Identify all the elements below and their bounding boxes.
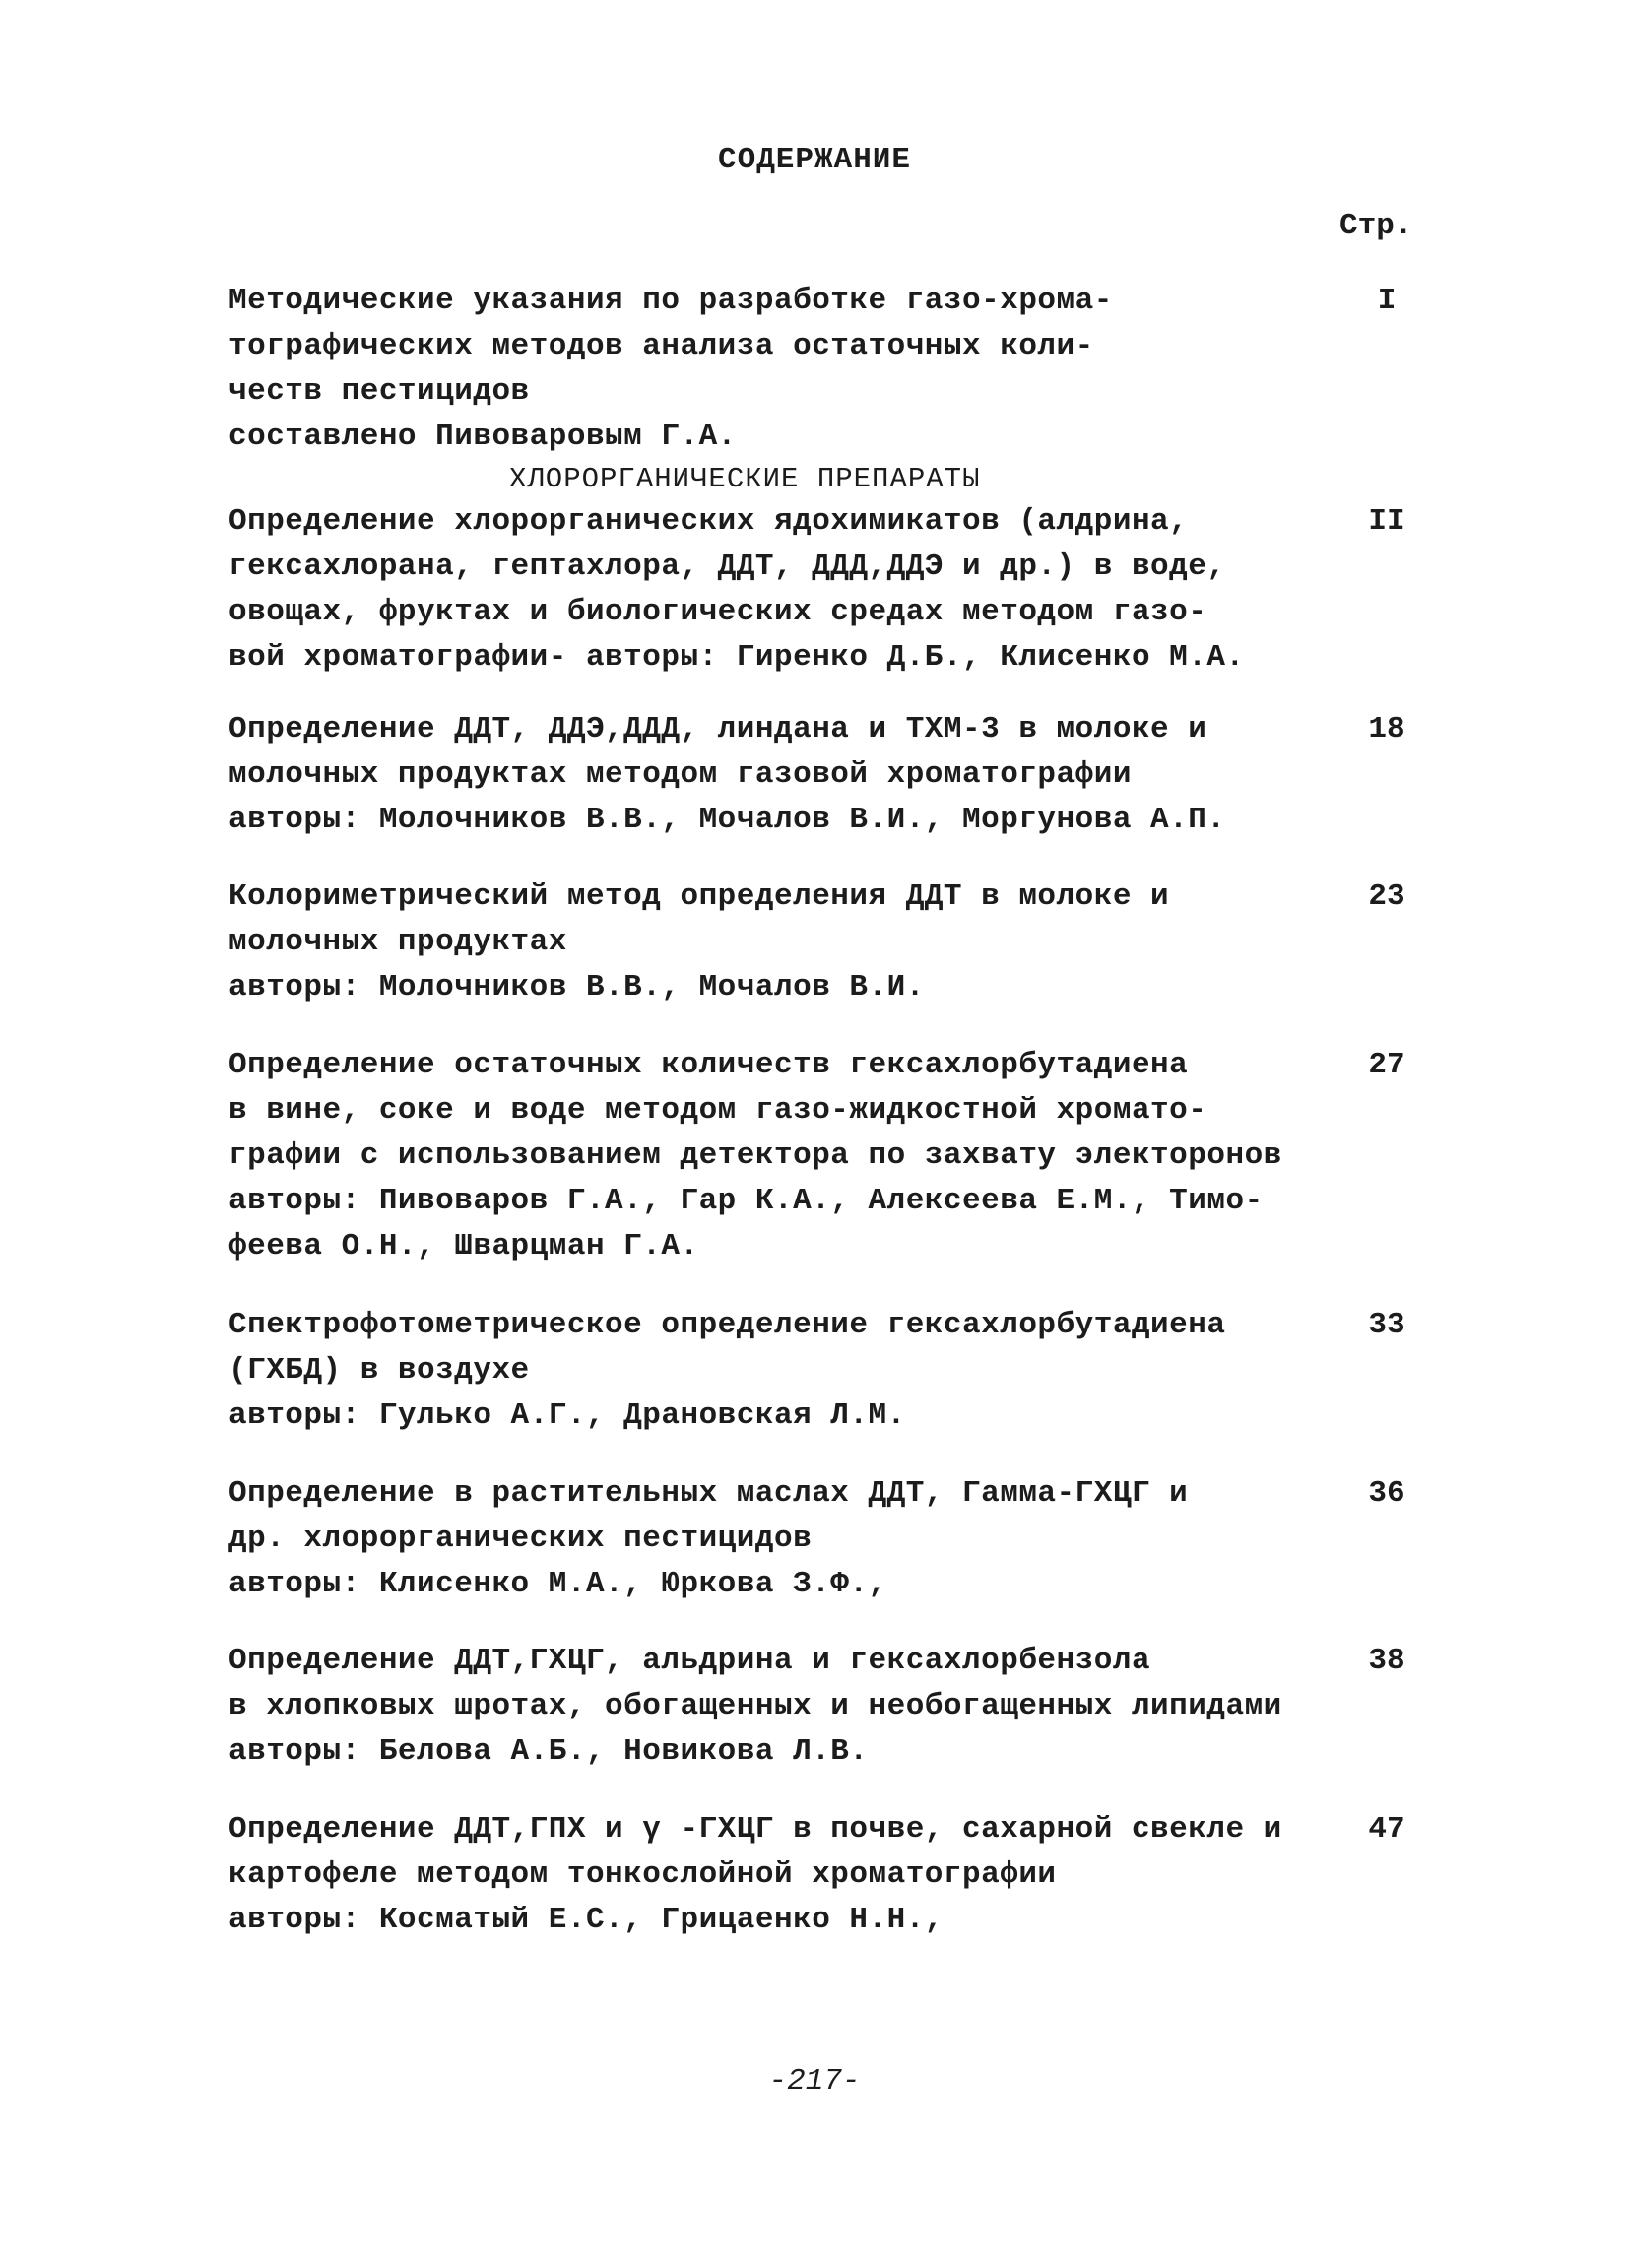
entry-line: составлено Пивоваровым Г.А. xyxy=(228,420,737,454)
entry-line: Определение ДДТ,ГХЦГ, альдрина и гексахлорбензола xyxy=(228,1644,1151,1678)
entry-line: авторы: Белова А.Б., Новикова Л.В. xyxy=(228,1734,869,1769)
entry-page-number: 23 xyxy=(1368,879,1405,914)
toc-entry-soil-tlc xyxy=(228,1807,1351,1943)
entry-page-number: I xyxy=(1377,284,1397,318)
entry-page-number: 33 xyxy=(1368,1308,1405,1342)
entry-page-number: 18 xyxy=(1368,712,1405,746)
entry-page-number: 27 xyxy=(1368,1048,1405,1082)
entry-line: Колориметрический метод определения ДДТ в молоке и xyxy=(228,879,1170,914)
footer-page-number: -217- xyxy=(768,2064,861,2099)
toc-entry-ddt-milk-gc xyxy=(228,707,1351,843)
entry-page-number: II xyxy=(1368,504,1405,539)
toc-entry-methodology xyxy=(228,279,1351,460)
entry-line: Определение хлорорганических ядохимикатов (алдрина, xyxy=(228,504,1189,539)
entry-line: молочных продуктах методом газовой хроматографии xyxy=(228,757,1132,792)
entry-line: феева О.Н., Шварцман Г.А. xyxy=(228,1229,699,1264)
entry-line: молочных продуктах xyxy=(228,925,567,959)
entry-page-number: 47 xyxy=(1368,1812,1405,1847)
toc-entry-cotton-meal xyxy=(228,1639,1351,1775)
entry-line: авторы: Косматый Е.С., Грицаенко Н.Н., xyxy=(228,1903,944,1937)
section-heading: ХЛОРОРГАНИЧЕСКИЕ ПРЕПАРАТЫ xyxy=(509,463,981,495)
entry-line: Определение в растительных маслах ДДТ, Гамма-ГХЦГ и xyxy=(228,1476,1189,1511)
entry-line: Определение остаточных количеств гексахлорбутадиена xyxy=(228,1048,1189,1082)
entry-line: Спектрофотометрическое определение гексахлорбутадиена xyxy=(228,1308,1226,1342)
entry-line: др. хлорорганических пестицидов xyxy=(228,1522,813,1556)
entry-line: авторы: Гулько А.Г., Драновская Л.М. xyxy=(228,1398,906,1433)
toc-entry-colorimetric-ddt xyxy=(228,875,1351,1010)
entry-line: тографических методов анализа остаточных коли- xyxy=(228,329,1094,363)
entry-line: картофеле методом тонкослойной хроматографии xyxy=(228,1857,1057,1892)
page-column-label: Стр. xyxy=(1339,209,1413,243)
entry-line: в хлопковых шротах, обогащенных и необогащенных липидами xyxy=(228,1689,1282,1723)
toc-entry-organochlorine-water xyxy=(228,460,1351,680)
entry-line: графии с использованием детектора по захвату электоронов xyxy=(228,1138,1282,1173)
entry-line: авторы: Пивоваров Г.А., Гар К.А., Алексеева Е.М., Тимо- xyxy=(228,1184,1264,1218)
entry-line: вой хроматографии- авторы: Гиренко Д.Б., Клисенко М.А. xyxy=(228,640,1245,675)
entry-page-number: 38 xyxy=(1368,1644,1405,1678)
entry-line: в вине, соке и воде методом газо-жидкостной хромато- xyxy=(228,1093,1207,1128)
entry-line: овощах, фруктах и биологических средах методом газо- xyxy=(228,595,1207,629)
entry-line: Определение ДДТ, ДДЭ,ДДД, линдана и ТХМ-3 в молоке и xyxy=(228,712,1207,746)
entry-page-number: 36 xyxy=(1368,1476,1405,1511)
entry-line: Методические указания по разработке газо-хрома- xyxy=(228,284,1113,318)
entry-line: (ГХБД) в воздухе xyxy=(228,1353,530,1388)
entry-line: авторы: Молочников В.В., Мочалов В.И., Моргунова А.П. xyxy=(228,803,1226,837)
entry-line: авторы: Молочников В.В., Мочалов В.И. xyxy=(228,970,925,1004)
toc-entry-spectrophotometric-hcbd xyxy=(228,1303,1351,1439)
toc-entry-vegetable-oils xyxy=(228,1471,1351,1607)
entry-line: честв пестицидов xyxy=(228,374,530,409)
entry-line: авторы: Клисенко М.А., Юркова З.Ф., xyxy=(228,1567,887,1601)
toc-entry-hexachlorobutadiene-gc xyxy=(228,1043,1351,1269)
page-title: СОДЕРЖАНИЕ xyxy=(717,143,912,177)
entry-line: гексахлорана, гептахлора, ДДТ, ДДД,ДДЭ и др.) в воде, xyxy=(228,550,1226,584)
entry-line: Определение ДДТ,ГПХ и γ -ГХЦГ в почве, сахарной свекле и xyxy=(228,1812,1282,1847)
